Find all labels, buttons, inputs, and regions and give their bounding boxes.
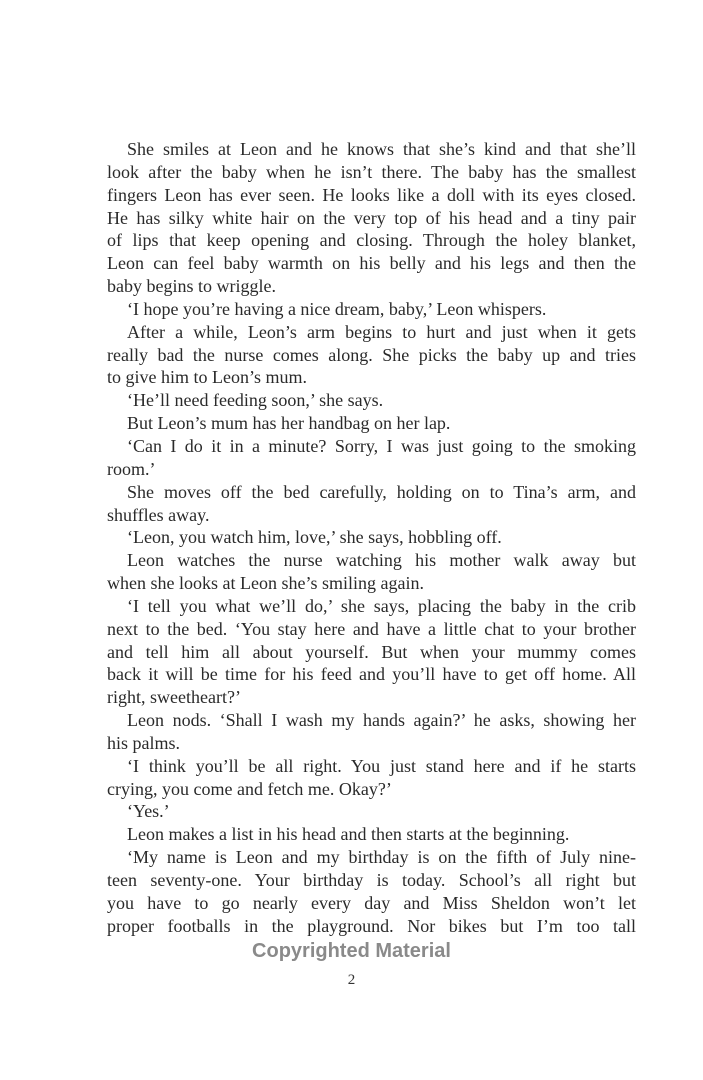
- text-line: right, sweetheart?’: [107, 687, 241, 708]
- text-line: ‘Can I do it in a minute? Sorry, I was just going to the smoking: [127, 435, 636, 456]
- paragraph: [107, 321, 636, 390]
- paragraph: [107, 846, 636, 937]
- text-line: next to the bed. ‘You stay here and have a little chat to your brother: [107, 618, 636, 639]
- text-line: room.’: [107, 458, 156, 479]
- text-line: teen seventy-one. Your birthday is today. School’s all right but: [107, 870, 636, 890]
- paragraph: [107, 526, 636, 549]
- text-line: and tell him all about yourself. But when your mummy comes: [107, 641, 636, 662]
- paragraph: [107, 755, 636, 801]
- paragraph: [107, 298, 636, 321]
- text-line: crying, you come and fetch me. Okay?’: [107, 778, 392, 799]
- text-line: fingers Leon has ever seen. He looks like a doll with its eyes closed.: [107, 184, 636, 205]
- text-line: She smiles at Leon and he knows that she’s kind and that she’ll: [127, 139, 636, 159]
- body-text: [107, 138, 636, 938]
- text-line: his palms.: [107, 732, 181, 753]
- text-line: of lips that keep opening and closing. Through the holey blanket,: [107, 230, 636, 251]
- text-line: ‘Leon, you watch him, love,’ she says, hobbling off.: [127, 527, 502, 548]
- text-line: back it will be time for his feed and you’ll have to get off home. All: [107, 664, 636, 685]
- text-line: proper footballs in the playground. Nor bikes but I’m too tall: [107, 915, 636, 936]
- text-line: Leon watches the nurse watching his mother walk away but: [127, 550, 636, 571]
- text-line: you have to go nearly every day and Miss Sheldon won’t let: [107, 892, 636, 913]
- page-number: 2: [347, 972, 356, 988]
- paragraph: [107, 823, 636, 846]
- paragraph: [107, 412, 636, 435]
- paragraph: [107, 435, 636, 481]
- text-line: ‘Yes.’: [127, 801, 170, 822]
- paragraph: [107, 481, 636, 527]
- text-line: to give him to Leon’s mum.: [107, 367, 307, 388]
- paragraph: [107, 709, 636, 755]
- text-line: really bad the nurse comes along. She picks the baby up and tries: [107, 344, 636, 365]
- text-line: He has silky white hair on the very top of his head and a tiny pair: [107, 207, 636, 228]
- text-line: ‘I tell you what we’ll do,’ she says, placing the baby in the crib: [127, 595, 636, 616]
- paragraph: [107, 389, 636, 412]
- text-line: But Leon’s mum has her handbag on her lap.: [127, 413, 451, 434]
- text-line: She moves off the bed carefully, holding on to Tina’s arm, and: [127, 481, 636, 502]
- text-line: ‘I think you’ll be all right. You just stand here and if he starts: [127, 755, 636, 776]
- paragraph: [107, 800, 636, 823]
- paragraph: [107, 595, 636, 709]
- paragraph: [107, 549, 636, 595]
- text-line: look after the baby when he isn’t there. The baby has the smallest: [107, 161, 636, 182]
- text-line: Leon makes a list in his head and then starts at the beginning.: [127, 824, 570, 845]
- copyright-watermark: Copyrighted Material: [252, 940, 451, 962]
- text-line: ‘He’ll need feeding soon,’ she says.: [127, 390, 384, 411]
- text-line: shuffles away.: [107, 504, 210, 525]
- paragraph: [107, 138, 636, 298]
- text-line: Leon nods. ‘Shall I wash my hands again?’ he asks, showing her: [127, 710, 636, 731]
- text-line: ‘I hope you’re having a nice dream, baby,’ Leon whispers.: [127, 298, 547, 319]
- text-line: After a while, Leon’s arm begins to hurt and just when it gets: [127, 321, 636, 342]
- text-line: Leon can feel baby warmth on his belly and his legs and then the: [107, 253, 636, 274]
- text-line: ‘My name is Leon and my birthday is on the fifth of July nine-: [127, 847, 636, 868]
- text-line: baby begins to wriggle.: [107, 276, 276, 297]
- text-line: when she looks at Leon she’s smiling again.: [107, 573, 424, 594]
